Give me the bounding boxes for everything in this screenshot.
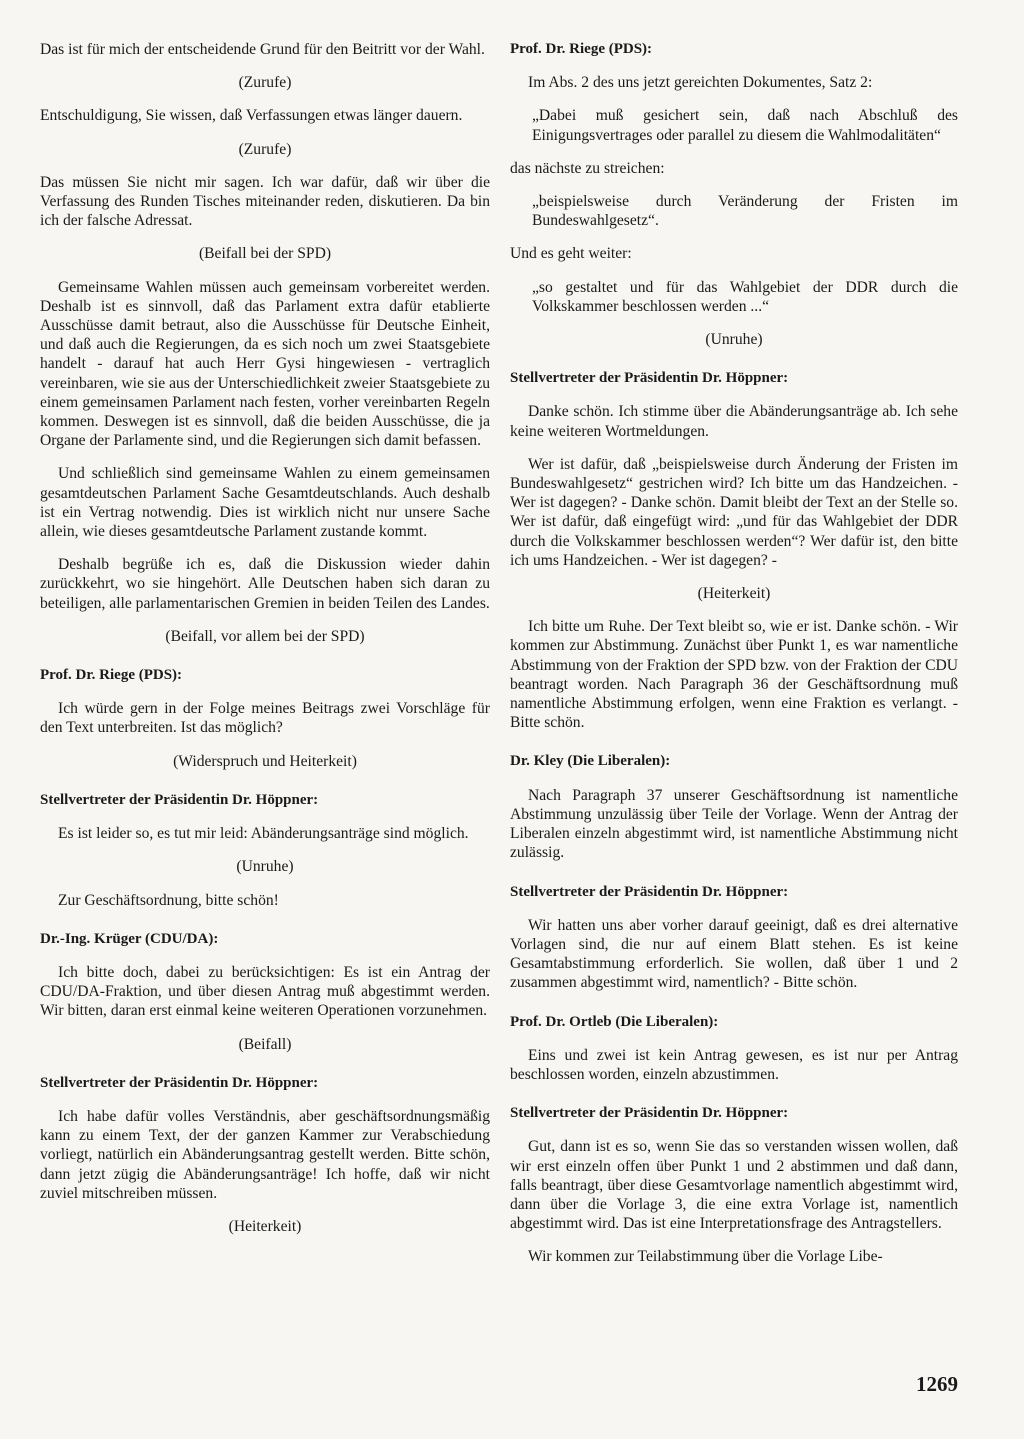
page-number: 1269	[916, 1372, 958, 1396]
interjection: (Zurufe)	[238, 74, 292, 92]
quotation: „beispielsweise durch Veränderung der Fristen im Bundeswahlgesetz“.	[532, 193, 958, 230]
interjection: (Heiterkeit)	[697, 585, 771, 603]
speaker-heading: Prof. Dr. Riege (PDS):	[40, 667, 183, 684]
paragraph: Entschuldigung, Sie wissen, daß Verfassungen etwas länger dauern.	[40, 107, 463, 125]
paragraph: Gut, dann ist es so, wenn Sie das so verstanden wissen wollen, daß wir erst einzeln offen über Punkt 1 und 2 abstimmen und daß dann, falls beantragt, über diese Gesamtvorlage namentlich abgestimmt wird, dann über die Vorlage 3, die eine extra Vorlage ist, namentlich abgestimmt wird. Das ist eine Interpretationsfrage des Antragstellers.	[510, 1138, 958, 1233]
speaker-heading: Prof. Dr. Ortleb (Die Liberalen):	[510, 1013, 719, 1030]
speaker-heading: Stellvertreter der Präsidentin Dr. Höppner:	[40, 791, 319, 808]
paragraph: Zur Geschäftsordnung, bitte schön!	[58, 891, 279, 909]
paragraph: Und es geht weiter:	[510, 245, 632, 263]
paragraph: Eins und zwei ist kein Antrag gewesen, es ist nur per Antrag beschlossen worden, einzeln abzustimmen.	[510, 1046, 958, 1083]
paragraph: Deshalb begrüße ich es, daß die Diskussion wieder dahin zurückkehrt, wo sie hingehört. Alle Deutschen haben sich daran zu beteiligen, alle parlamentarischen Gremien in beiden Teilen des Landes.	[40, 556, 490, 612]
paragraph: Das ist für mich der entscheidende Grund für den Beitritt vor der Wahl.	[40, 41, 485, 58]
paragraph: Gemeinsame Wahlen müssen auch gemeinsam vorbereitet werden. Deshalb ist es sinnvoll, daß das Parlament extra dafür etablierte Ausschüsse damit betraut, also die Ausschüsse für Deutsche Einheit, und daß auch die Regierungen, da es sich noch um zwei Staatsgebiete handelt - darauf hat auch Herr Gysi hingewiesen - vertraglich vereinbaren, wie sie aus der Unterschiedlichkeit zweier Staatsgebiete zu einem gemeinsamen Parlament nach festen, vorher vereinbarten Regeln kommen. Deswegen ist es sinnvoll, daß die beiden Ausschüsse, die ja Organe der Parlamente sind, und die Regierungen sich damit befassen.	[40, 278, 490, 450]
paragraph: Im Abs. 2 des uns jetzt gereichten Dokumentes, Satz 2:	[528, 74, 873, 92]
paragraph: Das müssen Sie nicht mir sagen. Ich war dafür, daß wir über die Verfassung des Runden Tisches miteinander reden, diskutieren. Da bin ich der falsche Adressat.	[40, 173, 490, 230]
speaker-heading: Dr.-Ing. Krüger (CDU/DA):	[40, 930, 219, 947]
paragraph: Nach Paragraph 37 unserer Geschäftsordnung ist namentliche Abstimmung unzulässig über Teile der Vorlage. Wenn der Antrag der Liberalen einzeln abgestimmt wird, ist namentliche Abstimmung nicht zulässig.	[510, 786, 958, 862]
interjection: (Beifall, vor allem bei der SPD)	[165, 627, 365, 645]
left-column	[40, 40, 490, 1250]
speaker-heading: Prof. Dr. Riege (PDS):	[510, 41, 653, 57]
quotation: „so gestaltet und für das Wahlgebiet der DDR durch die Volkskammer beschlossen werden ...“	[532, 278, 958, 315]
speaker-heading: Stellvertreter der Präsidentin Dr. Höppner:	[510, 883, 789, 900]
paragraph: Ich bitte um Ruhe. Der Text bleibt so, wie er ist. Danke schön. - Wir kommen zur Abstimmung. Zunächst über Punkt 1, es war namentliche Abstimmung von der Fraktion der SPD bzw. von der Fraktion der CDU beantragt worden. Nach Paragraph 36 der Geschäftsordnung muß namentliche Abstimmung erfolgen, wenn eine Fraktion es verlangt. - Bitte schön.	[510, 618, 958, 732]
speaker-heading: Stellvertreter der Präsidentin Dr. Höppner:	[510, 1105, 789, 1122]
speaker-heading: Stellvertreter der Präsidentin Dr. Höppner:	[40, 1074, 319, 1091]
paragraph: Wir kommen zur Teilabstimmung über die Vorlage Libe-	[528, 1248, 883, 1266]
interjection: (Unruhe)	[236, 858, 294, 876]
interjection: (Unruhe)	[705, 331, 763, 349]
interjection: (Zurufe)	[238, 140, 292, 158]
paragraph: Es ist leider so, es tut mir leid: Abänderungsanträge sind möglich.	[58, 825, 469, 843]
speaker-heading: Dr. Kley (Die Liberalen):	[510, 753, 671, 770]
paragraph: Ich würde gern in der Folge meines Beitrags zwei Vorschläge für den Text unterbreiten. Ist das möglich?	[40, 700, 490, 737]
interjection: (Beifall bei der SPD)	[198, 245, 332, 263]
paragraph: Wir hatten uns aber vorher darauf geeinigt, daß es drei alternative Vorlagen sind, die nur auf einem Blatt stehen. Es ist keine Gesamtabstimmung erforderlich. Sie wollen, daß über 1 und 2 zusammen abgestimmt wird, namentlich? - Bitte schön.	[510, 916, 958, 992]
interjection: (Beifall)	[238, 1035, 292, 1053]
interjection: (Heiterkeit)	[228, 1217, 302, 1235]
interjection: (Widerspruch und Heiterkeit)	[173, 752, 357, 770]
paragraph: Und schließlich sind gemeinsame Wahlen zu einem gemeinsamen gesamtdeutschen Parlament Sache Gesamtdeutschlands. Auch deshalb ist ein Vertrag notwendig. Dies ist wirklich nicht nur unsere Sache allein, wie dieses gesamtdeutsche Parlament zustande kommt.	[40, 465, 490, 541]
paragraph: das nächste zu streichen:	[510, 159, 665, 177]
paragraph: Danke schön. Ich stimme über die Abänderungsanträge ab. Ich sehe keine weiteren Wortmeldungen.	[510, 403, 958, 440]
speaker-heading: Stellvertreter der Präsidentin Dr. Höppner:	[510, 370, 789, 387]
paragraph: Ich habe dafür volles Verständnis, aber geschäftsordnungsmäßig kann zu einem Text, der der ganzen Kammer zur Verabschiedung vorliegt, natürlich ein Abänderungsantrag gestellt werden. Bitte schön, dann jetzt zügig die Abänderungsanträge! Ich hoffe, daß wir nicht zuviel mitschreiben müssen.	[40, 1107, 490, 1202]
quotation: „Dabei muß gesichert sein, daß nach Abschluß des Einigungsvertrages oder parallel zu diesem die Wahlmodalitäten“	[532, 107, 958, 144]
paragraph: Wer ist dafür, daß „beispielsweise durch Änderung der Fristen im Bundeswahlgesetz“ gestrichen wird? Ich bitte um das Handzeichen. - Wer ist dagegen? - Danke schön. Damit bleibt der Text an der Stelle so. Wer ist dafür, daß eingefügt wird: „und für das Wahlgebiet der DDR durch die Volkskammer beschlossen werden“? Wer dafür ist, den bitte ich ums Handzeichen. - Wer ist dagegen? -	[510, 455, 958, 569]
paragraph: Ich bitte doch, dabei zu berücksichtigen: Es ist ein Antrag der CDU/DA-Fraktion, und über diesen Antrag muß abgestimmt werden. Wir bitten, daran erst einmal keine weiteren Operationen vorzunehmen.	[40, 963, 490, 1020]
right-column	[510, 40, 958, 1281]
